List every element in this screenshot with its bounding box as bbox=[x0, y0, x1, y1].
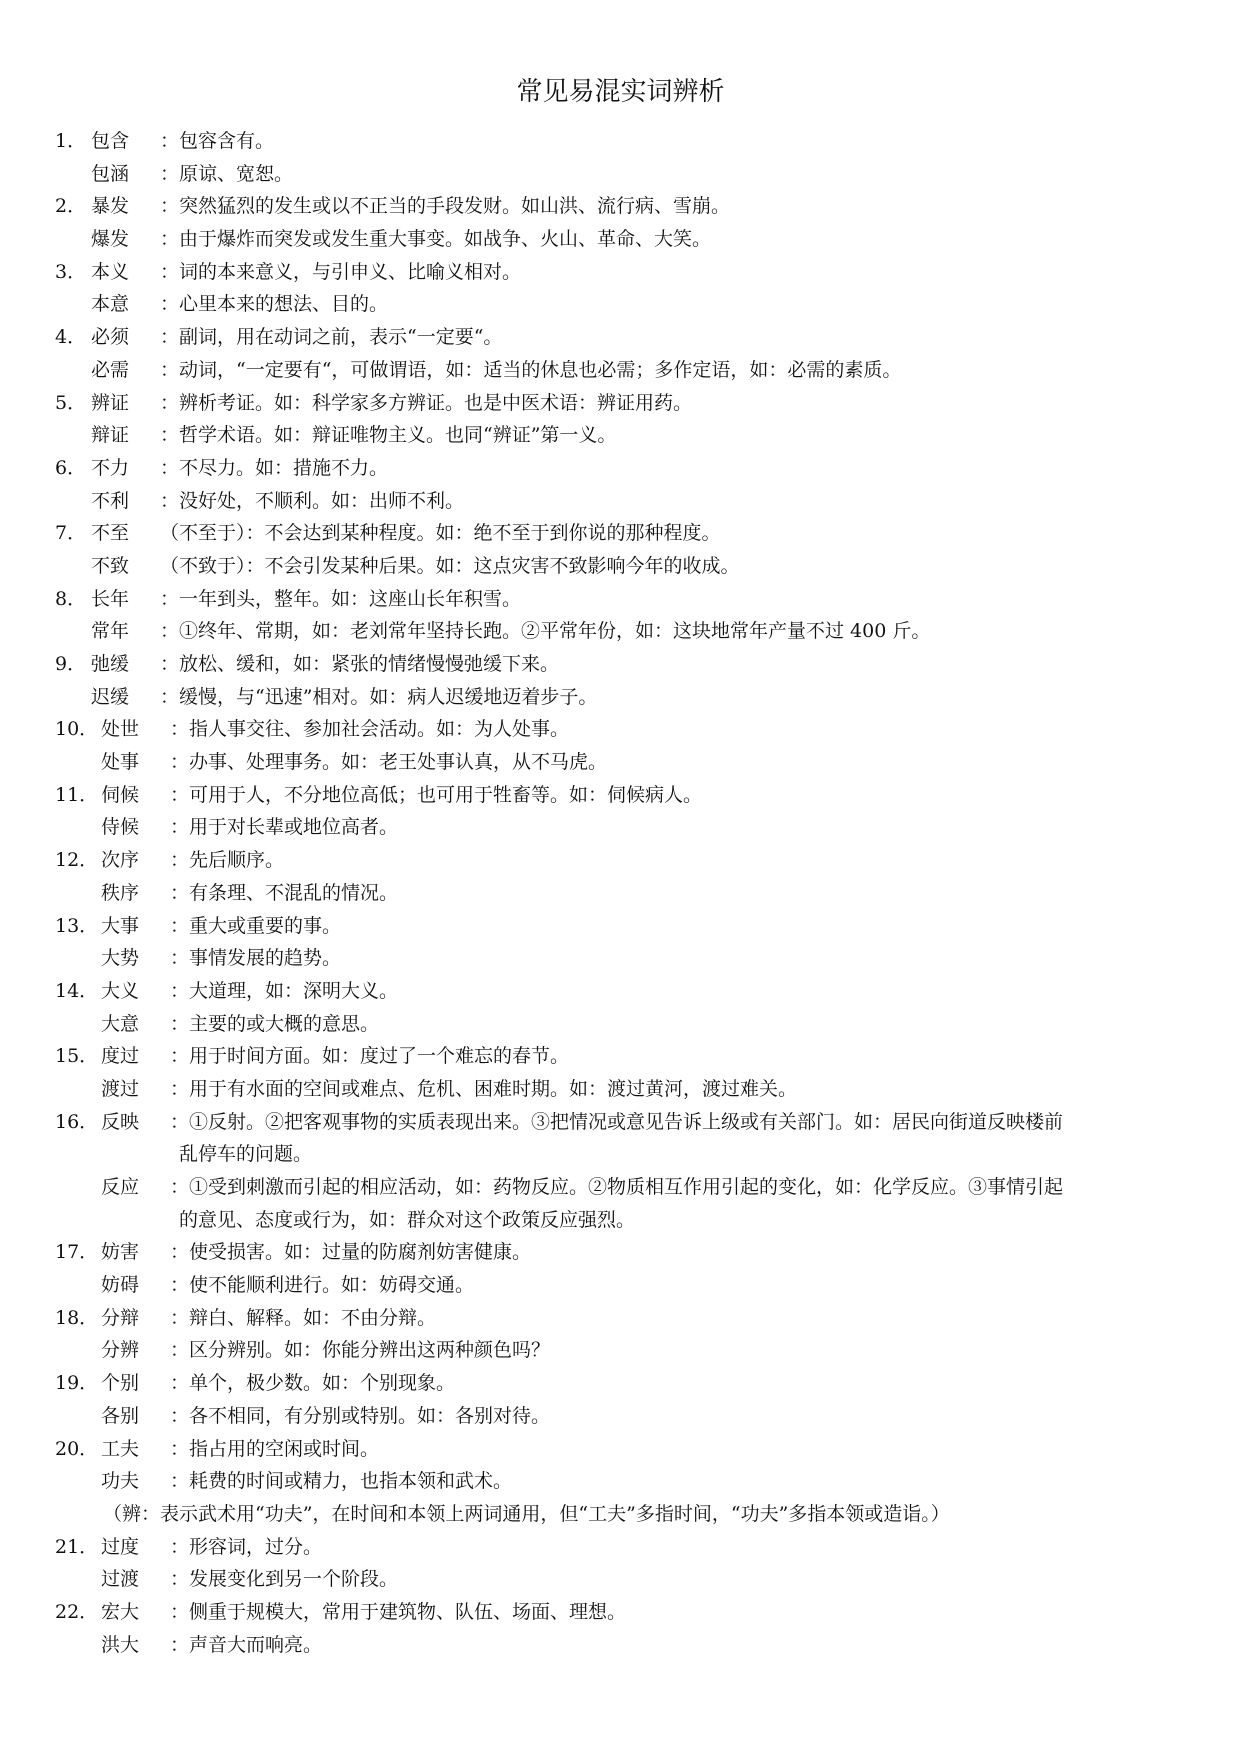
entry-definition: ：声音大而响亮。 bbox=[170, 1633, 323, 1656]
entry-term: 必需 bbox=[91, 358, 130, 381]
entry-definition: ：突然猛烈的发生或以不正当的手段发财。如山洪、流行病、雪崩。 bbox=[160, 195, 731, 218]
entry-line bbox=[55, 125, 1195, 158]
entry-line bbox=[55, 648, 1195, 681]
entry-term: 不致 bbox=[91, 554, 130, 577]
entry-definition: ：单个，极少数。如：个别现象。 bbox=[170, 1372, 456, 1395]
entry-definition: ：不尽力。如：措施不力。 bbox=[160, 456, 389, 479]
entry-definition-continued: 乱停车的问题。 bbox=[179, 1143, 313, 1166]
entry-note: （辨：表示武术用“功夫”，在时间和本领上两词通用，但“工夫”多指时间，“功夫”多指本领或造诣。） bbox=[103, 1502, 950, 1525]
entry-definition: ：用于时间方面。如：度过了一个难忘的春节。 bbox=[170, 1045, 570, 1068]
entry-term: 各别 bbox=[101, 1404, 140, 1427]
entry-term: 常年 bbox=[91, 620, 130, 643]
entry-line bbox=[55, 975, 1195, 1008]
entry-line bbox=[55, 1138, 1195, 1171]
entry-line bbox=[55, 681, 1195, 714]
entry-term: 个别 bbox=[101, 1372, 140, 1395]
entry-term: 工夫 bbox=[101, 1437, 140, 1460]
entry-definition: ：心里本来的想法、目的。 bbox=[160, 293, 389, 316]
entry-line bbox=[55, 910, 1195, 943]
entry-line bbox=[55, 256, 1195, 289]
entry-line bbox=[55, 1400, 1195, 1433]
entry-number: 17． bbox=[55, 1241, 99, 1264]
entry-term: 妨碍 bbox=[101, 1274, 140, 1297]
entry-line bbox=[55, 1596, 1195, 1629]
entry-definition: ：指人事交往、参加社会活动。如：为人处事。 bbox=[170, 718, 570, 741]
entry-term: 反应 bbox=[101, 1176, 140, 1198]
entry-definition: ：发展变化到另一个阶段。 bbox=[170, 1568, 399, 1591]
entry-definition: ：副词，用在动词之前，表示“一定要“。 bbox=[160, 326, 503, 349]
entry-line bbox=[55, 517, 1195, 550]
entry-definition: ：使受损害。如：过量的防腐剂妨害健康。 bbox=[170, 1241, 532, 1264]
entry-definition: ：包容含有。 bbox=[160, 130, 275, 152]
entry-definition: ：事情发展的趋势。 bbox=[170, 947, 342, 970]
entry-line bbox=[55, 1334, 1195, 1367]
entry-term: 处世 bbox=[101, 718, 140, 741]
entry-line bbox=[55, 811, 1195, 844]
entry-number: 20． bbox=[55, 1437, 99, 1460]
entry-definition: ：使不能顺利进行。如：妨碍交通。 bbox=[170, 1274, 475, 1297]
entry-line bbox=[55, 1367, 1195, 1400]
entry-line bbox=[55, 1629, 1195, 1662]
entry-term: 辨证 bbox=[91, 391, 130, 414]
entry-definition: ：有条理、不混乱的情况。 bbox=[170, 881, 399, 904]
entry-term: 反映 bbox=[101, 1110, 140, 1133]
entry-definition: ：侧重于规模大，常用于建筑物、队伍、场面、理想。 bbox=[170, 1600, 627, 1623]
entry-term: 渡过 bbox=[101, 1077, 140, 1100]
entry-number: 13． bbox=[55, 914, 99, 937]
entry-number: 11． bbox=[55, 783, 99, 806]
entry-line bbox=[55, 1269, 1195, 1302]
entry-line bbox=[55, 321, 1195, 354]
entry-number: 22． bbox=[55, 1600, 99, 1623]
entry-definition: ：辩白、解释。如：不由分辩。 bbox=[170, 1306, 437, 1329]
entry-term: 度过 bbox=[101, 1045, 140, 1068]
entry-term: 分辨 bbox=[101, 1339, 140, 1362]
entry-line bbox=[55, 419, 1195, 452]
entry-line bbox=[55, 1236, 1195, 1269]
entry-definition: ：形容词，过分。 bbox=[170, 1535, 323, 1558]
entry-number: 16． bbox=[55, 1110, 99, 1133]
entry-number: 12． bbox=[55, 849, 99, 872]
entry-number: 19． bbox=[55, 1372, 99, 1395]
entry-number: 10． bbox=[55, 718, 99, 741]
entry-term: 妨害 bbox=[101, 1241, 140, 1264]
entry-definition: ：主要的或大概的意思。 bbox=[170, 1012, 380, 1035]
entry-line bbox=[55, 1204, 1195, 1237]
entry-term: 大义 bbox=[101, 979, 140, 1002]
entry-definition: ：①受到刺激而引起的相应活动，如：药物反应。②物质相互作用引起的变化，如：化学反应。③事情引起 bbox=[170, 1176, 1064, 1198]
entry-definition: ：辨析考证。如：科学家多方辨证。也是中医术语：辨证用药。 bbox=[160, 391, 693, 414]
entry-number: 5． bbox=[55, 391, 87, 414]
entry-number: 3． bbox=[55, 260, 87, 283]
entry-term: 暴发 bbox=[91, 195, 130, 218]
entry-definition-continued: 的意见、态度或行为，如：群众对这个政策反应强烈。 bbox=[179, 1208, 636, 1231]
entry-term: 爆发 bbox=[91, 228, 130, 251]
entry-term: 不力 bbox=[91, 456, 130, 479]
entry-number: 9． bbox=[55, 653, 87, 675]
entry-line bbox=[55, 746, 1195, 779]
entry-number: 8． bbox=[55, 587, 87, 610]
entry-line bbox=[55, 1073, 1195, 1106]
entry-term: 分辩 bbox=[101, 1306, 140, 1329]
entry-line bbox=[55, 1171, 1195, 1204]
entry-definition: ：可用于人，不分地位高低；也可用于牲畜等。如：伺候病人。 bbox=[170, 783, 703, 806]
entry-number: 6． bbox=[55, 456, 87, 479]
entry-line bbox=[55, 1531, 1195, 1564]
entry-number: 2． bbox=[55, 195, 87, 218]
entry-term: 大势 bbox=[101, 947, 140, 970]
entry-line bbox=[55, 190, 1195, 223]
entry-line bbox=[55, 1040, 1195, 1073]
entry-definition: ：重大或重要的事。 bbox=[170, 914, 342, 937]
entry-definition: ：没好处，不顺利。如：出师不利。 bbox=[160, 489, 465, 512]
entry-line bbox=[55, 158, 1195, 191]
entry-line bbox=[55, 713, 1195, 746]
entry-definition: ：用于对长辈或地位高者。 bbox=[170, 816, 399, 839]
entry-term: 辩证 bbox=[91, 424, 130, 447]
entry-line bbox=[55, 1106, 1195, 1139]
entry-number: 14． bbox=[55, 979, 99, 1002]
entry-definition: ：①终年、常期，如：老刘常年坚持长跑。②平常年份，如：这块地常年产量不过 400 斤。 bbox=[160, 620, 931, 643]
entry-term: 秩序 bbox=[101, 881, 140, 904]
entry-definition: （不至于）：不会达到某种程度。如：绝不至于到你说的那种程度。 bbox=[160, 522, 721, 545]
entry-definition: （不致于）：不会引发某种后果。如：这点灾害不致影响今年的收成。 bbox=[160, 554, 740, 577]
entry-definition: ：缓慢，与“迅速”相对。如：病人迟缓地迈着步子。 bbox=[160, 685, 598, 708]
entry-line bbox=[55, 288, 1195, 321]
entry-definition: ：耗费的时间或精力，也指本领和武术。 bbox=[170, 1470, 513, 1493]
entry-term: 洪大 bbox=[101, 1633, 140, 1656]
entry-list bbox=[55, 125, 1195, 1661]
entry-term: 包涵 bbox=[91, 162, 130, 185]
entry-line bbox=[55, 354, 1195, 387]
entry-definition: ：用于有水面的空间或难点、危机、困难时期。如：渡过黄河，渡过难关。 bbox=[170, 1077, 798, 1100]
entry-term: 伺候 bbox=[101, 783, 140, 806]
entry-term: 过度 bbox=[101, 1535, 140, 1558]
entry-term: 功夫 bbox=[101, 1470, 140, 1493]
entry-number: 4． bbox=[55, 326, 87, 349]
entry-number: 7． bbox=[55, 522, 87, 545]
page-title: 常见易混实词辨析 bbox=[516, 77, 725, 107]
entry-term: 长年 bbox=[91, 587, 130, 610]
entry-line bbox=[55, 877, 1195, 910]
entry-definition: ：各不相同，有分别或特别。如：各别对待。 bbox=[170, 1404, 551, 1427]
entry-number: 15． bbox=[55, 1045, 99, 1068]
entry-line bbox=[55, 942, 1195, 975]
entry-line bbox=[55, 1563, 1195, 1596]
entry-number: 1． bbox=[55, 130, 87, 152]
entry-line bbox=[55, 1008, 1195, 1041]
entry-line bbox=[55, 1498, 1195, 1531]
entry-term: 宏大 bbox=[101, 1600, 140, 1623]
entry-term: 本义 bbox=[91, 260, 130, 283]
entry-term: 次序 bbox=[101, 849, 140, 872]
entry-term: 包含 bbox=[91, 130, 130, 152]
entry-line bbox=[55, 844, 1195, 877]
entry-term: 弛缓 bbox=[91, 653, 130, 675]
entry-term: 大事 bbox=[101, 914, 140, 937]
entry-number: 18． bbox=[55, 1306, 99, 1329]
entry-definition: ：动词，“一定要有“，可做谓语，如：适当的休息也必需；多作定语，如：必需的素质。 bbox=[160, 358, 902, 381]
entry-term: 处事 bbox=[101, 751, 140, 774]
entry-definition: ：办事、处理事务。如：老王处事认真，从不马虎。 bbox=[170, 751, 608, 774]
entry-definition: ：哲学术语。如：辩证唯物主义。也同“辨证”第一义。 bbox=[160, 424, 617, 447]
entry-term: 本意 bbox=[91, 293, 130, 316]
entry-term: 过渡 bbox=[101, 1568, 140, 1591]
entry-term: 不至 bbox=[91, 522, 130, 545]
entry-definition: ：大道理，如：深明大义。 bbox=[170, 979, 399, 1002]
entry-definition: ：词的本来意义，与引申义、比喻义相对。 bbox=[160, 260, 522, 283]
entry-definition: ：先后顺序。 bbox=[170, 849, 285, 872]
entry-definition: ：①反射。②把客观事物的实质表现出来。③把情况或意见告诉上级或有关部门。如：居民向街道反映楼前 bbox=[170, 1110, 1064, 1133]
entry-term: 大意 bbox=[101, 1012, 140, 1035]
entry-line bbox=[55, 1433, 1195, 1466]
entry-definition: ：区分辨别。如：你能分辨出这两种颜色吗？ bbox=[170, 1339, 551, 1362]
entry-line bbox=[55, 387, 1195, 420]
entry-definition: ：一年到头，整年。如：这座山长年积雪。 bbox=[160, 587, 522, 610]
entry-definition: ：原谅、宽恕。 bbox=[160, 162, 294, 185]
entry-definition: ：放松、缓和，如：紧张的情绪慢慢弛缓下来。 bbox=[160, 653, 560, 675]
entry-term: 必须 bbox=[91, 326, 130, 349]
entry-line bbox=[55, 1465, 1195, 1498]
entry-line bbox=[55, 615, 1195, 648]
entry-line bbox=[55, 1302, 1195, 1335]
entry-term: 侍候 bbox=[101, 816, 140, 839]
entry-line bbox=[55, 485, 1195, 518]
entry-line bbox=[55, 550, 1195, 583]
entry-line bbox=[55, 452, 1195, 485]
entry-definition: ：由于爆炸而突发或发生重大事变。如战争、火山、革命、大笑。 bbox=[160, 228, 712, 251]
entry-line bbox=[55, 583, 1195, 616]
entry-number: 21． bbox=[55, 1535, 99, 1558]
entry-line bbox=[55, 779, 1195, 812]
entry-line bbox=[55, 223, 1195, 256]
entry-term: 迟缓 bbox=[91, 685, 130, 708]
entry-definition: ：指占用的空闲或时间。 bbox=[170, 1437, 380, 1460]
entry-term: 不利 bbox=[91, 489, 130, 512]
